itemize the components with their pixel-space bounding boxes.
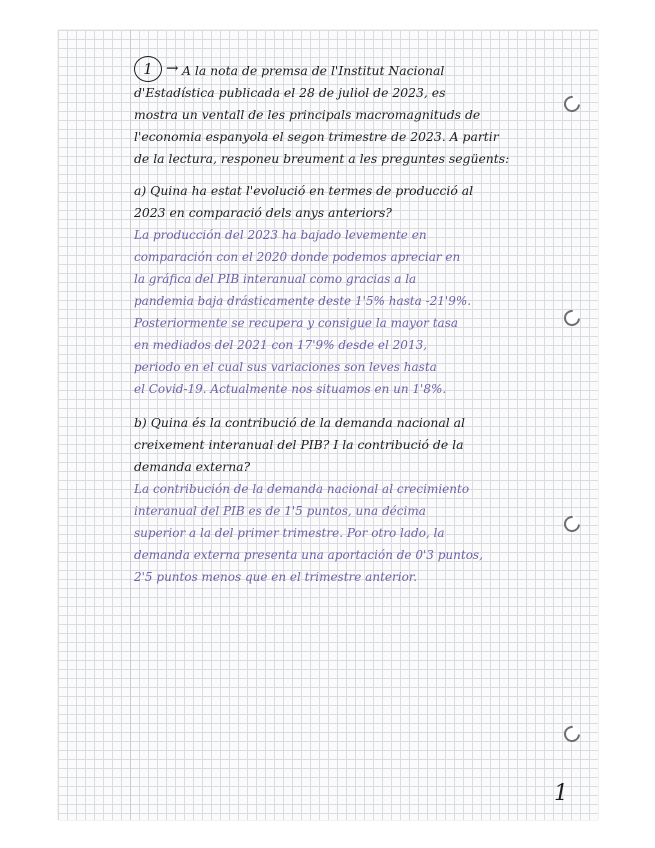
answer-line: superior a la del primer trimestre. Por otro lado, la	[134, 526, 445, 540]
exercise-number: 1	[134, 56, 162, 82]
exercise-intro-rest	[134, 82, 589, 170]
answer-line: el Covid-19. Actualmente nos situamos en un 1'8%.	[134, 382, 447, 396]
question-line: b) Quina és la contribució de la demanda nacional al	[134, 415, 465, 430]
answer-line: comparación con el 2020 donde podemos apreciar en	[134, 250, 461, 264]
exercise-intro	[182, 60, 592, 82]
intro-line: d'Estadística publicada el 28 de juliol de 2023, es	[134, 85, 446, 100]
question-line: demanda externa?	[134, 459, 251, 474]
answer-line: La producción del 2023 ha bajado levemente en	[134, 228, 427, 242]
answer-a	[134, 224, 589, 400]
intro-line: de la lectura, responeu breument a les preguntes següents:	[134, 151, 510, 166]
answer-b	[134, 478, 589, 588]
answer-line: Posteriormente se recupera y consigue la mayor tasa	[134, 316, 458, 330]
question-b	[134, 412, 589, 478]
margin-line	[130, 30, 131, 820]
question-line: creixement interanual del PIB? I la contribució de la	[134, 437, 464, 452]
question-line: a) Quina ha estat l'evolució en termes de producció al	[134, 183, 474, 198]
intro-line: mostra un ventall de les principals macromagnituds de	[134, 107, 481, 122]
arrow-icon: →	[166, 59, 179, 77]
answer-line: interanual del PIB es de 1'5 puntos, una décima	[134, 504, 426, 518]
answer-line: periodo en el cual sus variaciones son leves hasta	[134, 360, 437, 374]
answer-line: demanda externa presenta una aportación de 0'3 puntos,	[134, 548, 483, 562]
answer-line: la gráfica del PIB interanual como gracias a la	[134, 272, 417, 286]
question-line: 2023 en comparació dels anys anteriors?	[134, 205, 392, 220]
answer-line: 2'5 puntos menos que en el trimestre anterior.	[134, 570, 418, 584]
page-number: 1	[554, 781, 568, 806]
intro-line: A la nota de premsa de l'Institut Nacional	[182, 63, 445, 78]
punch-hole	[561, 723, 584, 746]
intro-line: l'economia espanyola el segon trimestre de 2023. A partir	[134, 129, 499, 144]
answer-line: pandemia baja drásticamente deste 1'5% hasta -21'9%.	[134, 294, 472, 308]
question-a	[134, 180, 589, 224]
answer-line: en mediados del 2021 con 17'9% desde el 2013,	[134, 338, 428, 352]
grid-paper-page	[58, 30, 598, 820]
answer-line: La contribución de la demanda nacional al crecimiento	[134, 482, 470, 496]
